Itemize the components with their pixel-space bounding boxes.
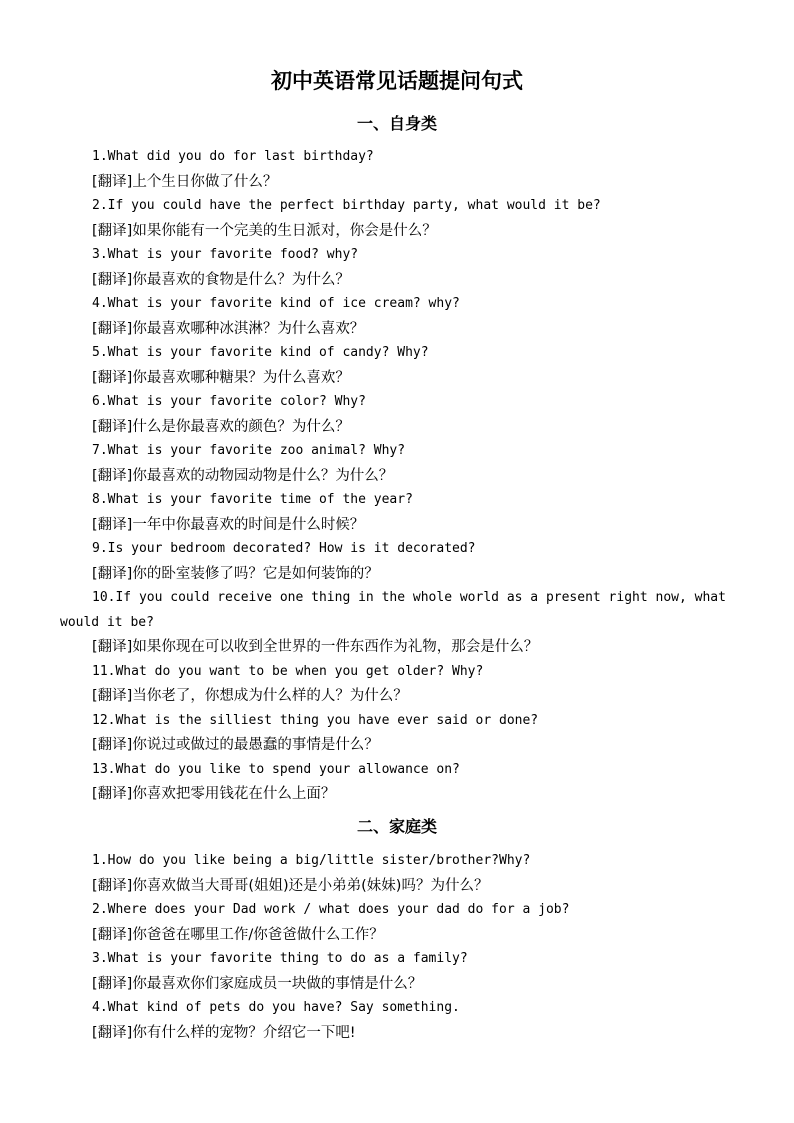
question: 5.What is your favorite kind of candy? Why? <box>92 345 429 360</box>
translation: [翻译]你有什么样的宠物？介绍它一下吧! <box>92 1024 356 1041</box>
translation: [翻译]你最喜欢的食物是什么？为什么？ <box>92 271 350 288</box>
translation: [翻译]如果你现在可以收到全世界的一件东西作为礼物，那会是什么？ <box>92 639 539 655</box>
translation: [翻译]你最喜欢哪种糖果？为什么喜欢？ <box>92 369 350 386</box>
document-title: 初中英语常见话题提问句式 <box>271 68 523 93</box>
question: 11.What do you want to be when you get older? Why? <box>92 663 484 679</box>
translation: [翻译]你喜欢把零用钱花在什么上面？ <box>92 786 336 802</box>
translation: [翻译]你最喜欢你们家庭成员一块做的事情是什么？ <box>92 975 423 992</box>
translation: [翻译]如果你能有一个完美的生日派对，你会是什么？ <box>92 222 437 239</box>
section-family-list <box>60 849 740 1045</box>
question: 3.What is your favorite food? why? <box>92 247 359 262</box>
translation: [翻译]你最喜欢哪种冰淇淋？为什么喜欢？ <box>92 320 365 337</box>
translation: [翻译]你爸爸在哪里工作/你爸爸做什么工作？ <box>92 926 384 943</box>
section-heading-self: 一、自身类 <box>356 114 437 133</box>
question: 1.What did you do for last birthday? <box>92 149 374 164</box>
question: 9.Is your bedroom decorated? How is it decorated? <box>92 541 476 556</box>
question: 4.What kind of pets do you have? Say something. <box>92 1000 460 1015</box>
question: 8.What is your favorite time of the year? <box>92 492 413 507</box>
translation: [翻译]什么是你最喜欢的颜色？为什么？ <box>92 418 350 435</box>
translation: [翻译]你的卧室装修了吗？它是如何装饰的？ <box>92 565 379 582</box>
question: 4.What is your favorite kind of ice cream? why? <box>92 296 460 311</box>
question: 6.What is your favorite color? Why? <box>92 394 366 409</box>
translation: [翻译]你最喜欢的动物园动物是什么？为什么？ <box>92 467 394 484</box>
question: 13.What do you like to spend your allowance on? <box>92 761 460 777</box>
question: 12.What is the silliest thing you have ever said or done? <box>92 712 539 728</box>
translation: [翻译]你说过或做过的最愚蠢的事情是什么？ <box>92 737 379 753</box>
question: 2.If you could have the perfect birthday party, what would it be? <box>92 198 601 213</box>
section-heading-family: 二、家庭类 <box>356 817 437 836</box>
question: 2.Where does your Dad work / what does your dad do for a job? <box>92 902 570 917</box>
question: 3.What is your favorite thing to do as a family? <box>92 951 468 966</box>
translation: [翻译]你喜欢做当大哥哥(姐姐)还是小弟弟(妹妹)吗？为什么？ <box>92 877 489 894</box>
translation: [翻译]当你老了，你想成为什么样的人？为什么？ <box>92 688 408 704</box>
question: 1.How do you like being a big/little sister/brother?Why? <box>92 853 531 868</box>
section-self-list <box>60 145 740 807</box>
question: 7.What is your favorite zoo animal? Why? <box>92 443 406 458</box>
translation: [翻译]上个生日你做了什么？ <box>92 173 278 190</box>
translation: [翻译]一年中你最喜欢的时间是什么时候？ <box>92 516 365 533</box>
question: 10.If you could receive one thing in the whole world as a present right now, what would it be? <box>60 590 726 630</box>
